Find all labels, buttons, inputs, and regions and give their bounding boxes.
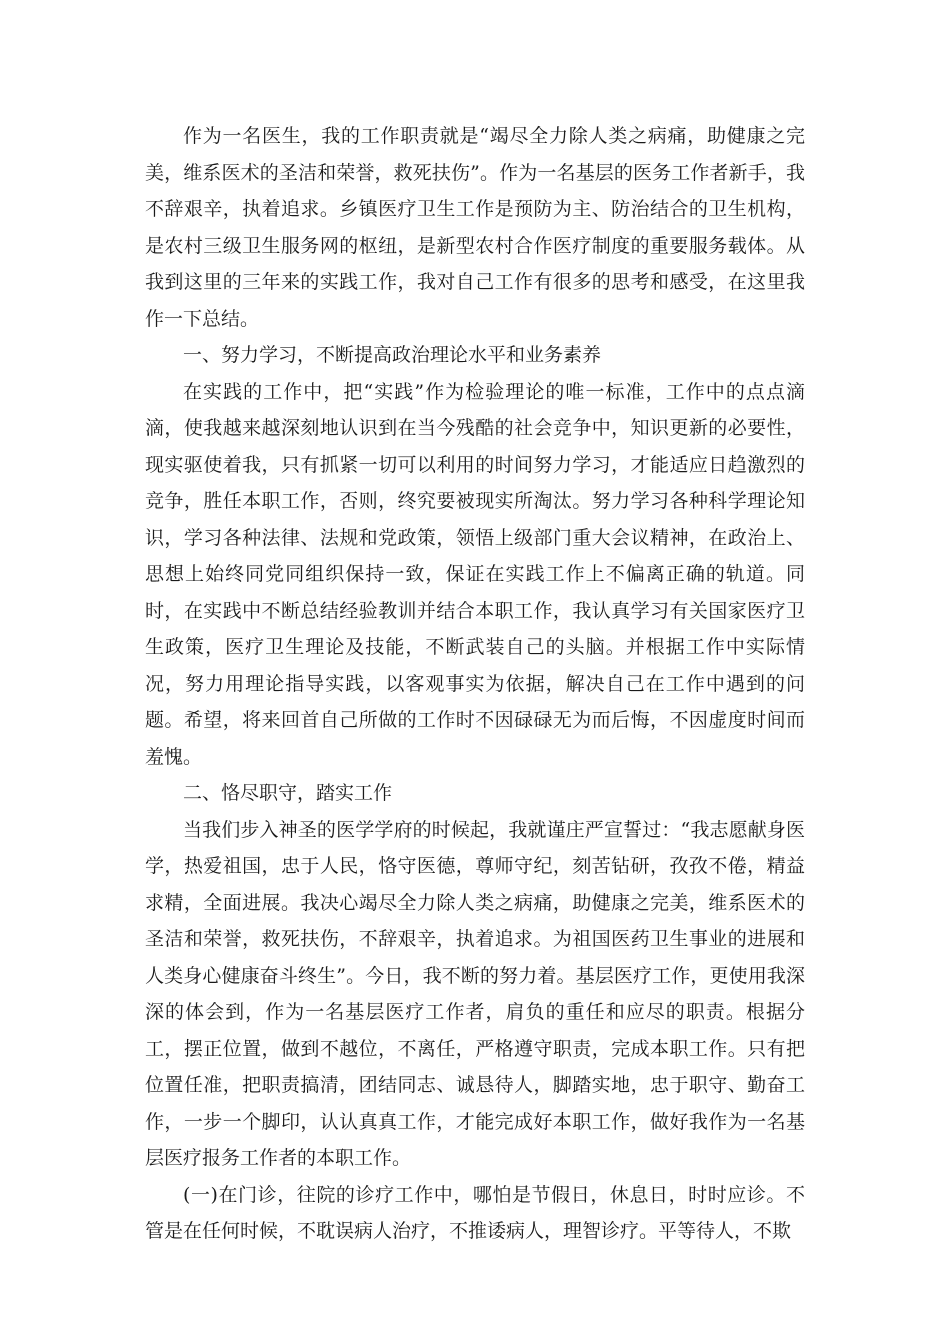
- subsection-1-paragraph: (一)在门诊，往院的诊疗工作中，哪怕是节假日，休息日，时时应诊。不管是在任何时候，不耽误病人治疗，不推诿病人，理智诊疗。平等待人，不欺: [145, 1183, 805, 1242]
- section-heading-2: 二、恪尽职守，踏实工作: [183, 782, 393, 804]
- section-heading-1: 一、努力学习，不断提高政治理论水平和业务素养: [183, 344, 602, 366]
- section-2-paragraph: 当我们步入神圣的医学学府的时候起，我就谨庄严宣誓过：“我志愿献身医学，热爱祖国，忠于人民，恪守医德，尊师守纪，刻苦钻研，孜孜不倦，精益求精，全面进展。我决心竭尽全力除人类之病痛，助健康之完美，维系医术的圣洁和荣誉，救死扶伤，不辞艰辛，执着追求。为祖国医药卫生事业的进展和人类身心健康奋斗终生”。今日，我不断的努力着。基层医疗工作，更使用我深深的体会到，作为一名基层医疗工作者，肩负的重任和应尽的职责。根据分工，摆正位置，做到不越位，不离任，严格遵守职责，完成本职工作。只有把位置任准，把职责搞清，团结同志、诚恳待人，脚踏实地，忠于职守、勤奋工作，一步一个脚印，认认真真工作，才能完成好本职工作，做好我作为一名基层医疗报务工作者的本职工作。: [145, 818, 805, 1169]
- section-1-paragraph: 在实践的工作中，把“实践”作为检验理论的唯一标准，工作中的点点滴滴，使我越来越深刻地认识到在当今残酷的社会竞争中，知识更新的必要性，现实驱使着我，只有抓紧一切可以利用的时间努力学习，才能适应日趋激烈的竞争，胜任本职工作，否则，终究要被现实所淘汰。努力学习各种科学理论知识，学习各种法律、法规和党政策，领悟上级部门重大会议精神，在政治上、思想上始终同党同组织保持一致，保证在实践工作上不偏离正确的轨道。同时，在实践中不断总结经验教训并结合本职工作，我认真学习有关国家医疗卫生政策，医疗卫生理论及技能，不断武装自己的头脑。并根据工作中实际情况，努力用理论指导实践，以客观事实为依据，解决自己在工作中遇到的问题。希望，将来回首自己所做的工作时不因碌碌无为而后悔，不因虚度时间而羞愧。: [145, 380, 805, 768]
- intro-paragraph: 作为一名医生，我的工作职责就是“竭尽全力除人类之病痛，助健康之完美，维系医术的圣洁和荣誉，救死扶伤”。作为一名基层的医务工作者新手，我不辞艰辛，执着追求。乡镇医疗卫生工作是预防为主、防治结合的卫生机构，是农村三级卫生服务网的枢纽，是新型农村合作医疗制度的重要服务载体。从我到这里的三年来的实践工作，我对自己工作有很多的思考和感受，在这里我作一下总结。: [145, 125, 805, 330]
- document-page: [145, 118, 805, 1250]
